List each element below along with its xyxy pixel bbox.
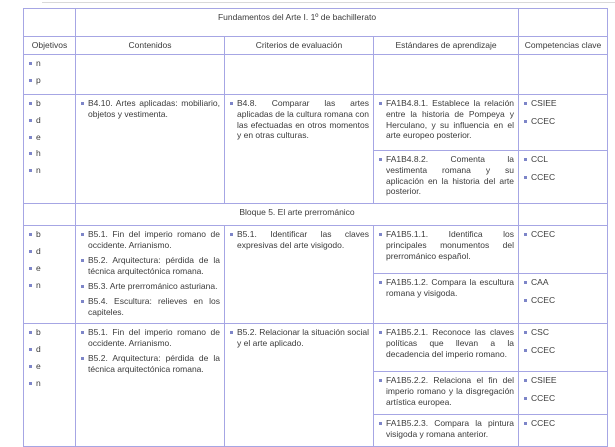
estandar-text: FA1B5.1.2. Compara la escultura romana y visigoda. bbox=[386, 277, 515, 299]
competencia-code: CCEC bbox=[531, 345, 556, 356]
list-item bbox=[28, 263, 71, 274]
list-item bbox=[28, 132, 71, 143]
contenido-text: B5.2. Arquitectura: pérdida de la técnica arquitectónica romana. bbox=[88, 255, 220, 276]
competencias-cell bbox=[519, 226, 608, 274]
criterios-cell bbox=[225, 226, 374, 324]
criterio-text: B4.8. Comparar las artes aplicadas de la cultura romana con las efectuadas en otros momentos y en otras culturas. bbox=[237, 97, 369, 141]
competencia-code: CAA bbox=[531, 277, 549, 288]
criterios-cell-empty bbox=[225, 55, 374, 95]
bullet-icon bbox=[379, 158, 382, 161]
col-header-criterios: Criterios de evaluación bbox=[225, 37, 374, 55]
objetivo-letter: e bbox=[36, 263, 41, 273]
contenidos-cell bbox=[76, 226, 225, 324]
objetivos-cell bbox=[24, 226, 76, 324]
list-item bbox=[523, 172, 603, 183]
estandar-cell bbox=[374, 226, 519, 274]
objetivo-letter: d bbox=[36, 114, 41, 125]
competencia-code: CCEC bbox=[531, 393, 556, 404]
competencia-code: CSIEE bbox=[531, 375, 557, 386]
competencia-code: CSC bbox=[531, 327, 549, 338]
title-right-spacer-cell bbox=[519, 9, 608, 37]
list-item bbox=[523, 327, 603, 338]
list-item bbox=[378, 418, 514, 440]
estandar-text: FA1B5.2.1. Reconoce las claves políticas que llevan a la decadencia del imperio romano. bbox=[386, 327, 515, 360]
estandar-cell bbox=[374, 324, 519, 372]
bullet-icon bbox=[81, 102, 84, 105]
competencias-cell bbox=[519, 94, 608, 150]
bullet-icon bbox=[524, 102, 527, 105]
list-item bbox=[523, 98, 603, 109]
objetivo-letter: b bbox=[36, 229, 41, 240]
bullet-icon bbox=[29, 136, 32, 139]
bullet-icon bbox=[29, 382, 32, 385]
list-item bbox=[80, 229, 220, 251]
list-item bbox=[523, 116, 603, 127]
list-item bbox=[28, 378, 71, 389]
bullet-icon bbox=[524, 120, 527, 123]
list-item bbox=[28, 361, 71, 372]
objetivo-letter: e bbox=[36, 131, 41, 142]
bullet-icon bbox=[524, 299, 527, 302]
estandar-cell bbox=[374, 274, 519, 324]
list-item bbox=[28, 165, 71, 176]
estandar-cell bbox=[374, 150, 519, 204]
bullet-icon bbox=[230, 102, 233, 105]
estandar-text: FA1B5.1.1. Identifica los principales monumentos del prerrománico español. bbox=[386, 229, 515, 261]
list-item bbox=[378, 327, 514, 360]
list-item bbox=[523, 229, 603, 240]
list-item bbox=[28, 98, 71, 109]
contenido-text: B5.4. Escultura: relieves en los capiteles. bbox=[88, 295, 220, 317]
contenidos-cell bbox=[76, 324, 225, 447]
bullet-icon bbox=[524, 158, 527, 161]
bullet-icon bbox=[29, 348, 32, 351]
bullet-icon bbox=[524, 379, 527, 382]
bullet-icon bbox=[379, 102, 382, 105]
objetivo-letter: n bbox=[36, 165, 41, 176]
list-item bbox=[378, 98, 514, 142]
criterio-text: B5.1. Identificar las claves expresivas del arte visigodo. bbox=[237, 229, 369, 251]
list-item bbox=[523, 295, 603, 306]
list-item bbox=[523, 277, 603, 288]
criterio-text: B5.2. Relacionar la situación social y el arte aplicado. bbox=[237, 327, 369, 349]
objetivo-letter: p bbox=[36, 74, 41, 85]
list-item bbox=[28, 148, 71, 159]
competencia-code: CCEC bbox=[531, 418, 556, 429]
objetivos-cell bbox=[24, 94, 76, 204]
contenido-text: B5.1. Fin del imperio romano de occidente. Arrianismo. bbox=[88, 327, 220, 349]
estandar-cell bbox=[374, 372, 519, 415]
col-header-estandares: Estándares de aprendizaje bbox=[374, 37, 519, 55]
bullet-icon bbox=[230, 331, 233, 334]
list-item bbox=[28, 344, 71, 355]
bullet-icon bbox=[29, 267, 32, 270]
objetivo-letter: n bbox=[36, 58, 41, 68]
list-item bbox=[523, 375, 603, 386]
competencias-cell bbox=[519, 324, 608, 372]
bullet-icon bbox=[29, 79, 32, 82]
contenidos-cell-empty bbox=[76, 55, 225, 95]
bullet-icon bbox=[29, 250, 32, 253]
list-item bbox=[28, 229, 71, 240]
bullet-icon bbox=[379, 281, 382, 284]
bullet-icon bbox=[524, 281, 527, 284]
competencia-code: CCEC bbox=[531, 115, 556, 126]
criterios-cell bbox=[225, 94, 374, 204]
bullet-icon bbox=[29, 169, 32, 172]
bullet-icon bbox=[29, 62, 32, 65]
contenido-text: B4.10. Artes aplicadas: mobiliario, objetos y vestimenta. bbox=[88, 97, 220, 119]
bullet-icon bbox=[379, 379, 382, 382]
bullet-icon bbox=[524, 233, 527, 236]
estandar-cell bbox=[374, 415, 519, 447]
competencia-code: CCEC bbox=[531, 229, 556, 240]
bullet-icon bbox=[379, 233, 382, 236]
bullet-icon bbox=[81, 331, 84, 334]
bullet-icon bbox=[29, 284, 32, 287]
curriculum-table bbox=[23, 8, 608, 447]
list-item bbox=[80, 296, 220, 318]
competencia-code: CCL bbox=[531, 153, 549, 164]
bloque-title: Bloque 5. El arte prerrománico bbox=[76, 204, 519, 226]
list-item bbox=[523, 393, 603, 404]
list-item bbox=[28, 58, 71, 69]
col-header-objetivos: Objetivos bbox=[24, 37, 76, 55]
competencias-cell bbox=[519, 150, 608, 204]
bullet-icon bbox=[524, 176, 527, 179]
list-item bbox=[80, 327, 220, 349]
list-item bbox=[229, 327, 369, 349]
objetivo-letter: d bbox=[36, 344, 41, 355]
table-title: Fundamentos del Arte I. 1º de bachillerato bbox=[76, 9, 519, 37]
bullet-icon bbox=[524, 397, 527, 400]
bullet-icon bbox=[81, 357, 84, 360]
page-edge-line bbox=[42, 2, 615, 3]
bullet-icon bbox=[81, 285, 84, 288]
competencia-code: CCEC bbox=[531, 171, 556, 182]
bullet-icon bbox=[81, 233, 84, 236]
list-item bbox=[229, 229, 369, 251]
competencias-cell bbox=[519, 274, 608, 324]
competencias-cell bbox=[519, 415, 608, 447]
contenidos-cell bbox=[76, 94, 225, 204]
objetivo-letter: n bbox=[36, 378, 41, 388]
list-item bbox=[378, 229, 514, 262]
competencias-cell-empty bbox=[519, 55, 608, 95]
objetivo-letter: d bbox=[36, 246, 41, 257]
objetivo-letter: n bbox=[36, 279, 41, 290]
bloque-left-spacer-cell bbox=[24, 204, 76, 226]
list-item bbox=[378, 375, 514, 408]
bullet-icon bbox=[379, 422, 382, 425]
objetivo-letter: h bbox=[36, 148, 41, 159]
competencia-code: CCEC bbox=[531, 295, 556, 306]
objetivos-cell bbox=[24, 55, 76, 95]
list-item bbox=[80, 281, 220, 292]
col-header-competencias: Competencias clave bbox=[519, 37, 608, 55]
title-left-spacer-cell bbox=[24, 9, 76, 37]
bullet-icon bbox=[524, 349, 527, 352]
bullet-icon bbox=[29, 233, 32, 236]
list-item bbox=[378, 277, 514, 299]
estandar-text: FA1B4.8.2. Comenta la vestimenta romana y su aplicación en la historia del arte posterior. bbox=[386, 153, 515, 197]
estandar-text: FA1B5.2.3. Compara la pintura visigoda y romana anterior. bbox=[386, 418, 515, 440]
list-item bbox=[523, 154, 603, 165]
col-header-contenidos: Contenidos bbox=[76, 37, 225, 55]
list-item bbox=[80, 255, 220, 277]
estandar-cell bbox=[374, 94, 519, 150]
contenido-text: B5.1. Fin del imperio romano de occidente. Arrianismo. bbox=[88, 229, 220, 251]
estandar-text: FA1B5.2.2. Relaciona el fin del imperio romano y la disgregación artística europea. bbox=[386, 375, 515, 408]
criterios-cell bbox=[225, 324, 374, 447]
bullet-icon bbox=[29, 102, 32, 105]
bullet-icon bbox=[29, 331, 32, 334]
bullet-icon bbox=[524, 331, 527, 334]
objetivo-letter: b bbox=[36, 327, 41, 338]
bullet-icon bbox=[524, 422, 527, 425]
bullet-icon bbox=[81, 259, 84, 262]
bullet-icon bbox=[81, 300, 84, 303]
competencias-cell bbox=[519, 372, 608, 415]
list-item bbox=[523, 345, 603, 356]
list-item bbox=[28, 327, 71, 338]
list-item bbox=[80, 353, 220, 375]
objetivo-letter: e bbox=[36, 361, 41, 372]
list-item bbox=[378, 154, 514, 198]
list-item bbox=[28, 246, 71, 257]
list-item bbox=[28, 115, 71, 126]
contenido-text: B5.3. Arte prerrománico asturiana. bbox=[88, 280, 218, 291]
list-item bbox=[523, 418, 603, 429]
bullet-icon bbox=[379, 331, 382, 334]
list-item bbox=[28, 280, 71, 291]
estandar-text: FA1B4.8.1. Establece la relación entre la historia de Pompeya y Herculano, y su influencia en el arte europeo posterior. bbox=[386, 97, 515, 141]
bullet-icon bbox=[29, 152, 32, 155]
competencia-code: CSIEE bbox=[531, 97, 557, 108]
bullet-icon bbox=[29, 119, 32, 122]
list-item bbox=[229, 98, 369, 142]
bloque-right-spacer-cell bbox=[519, 204, 608, 226]
bullet-icon bbox=[230, 233, 233, 236]
bullet-icon bbox=[29, 365, 32, 368]
contenido-text: B5.2. Arquitectura: pérdida de la técnica arquitectónica romana. bbox=[88, 353, 220, 374]
objetivo-letter: b bbox=[36, 97, 41, 108]
estandares-cell-empty bbox=[374, 55, 519, 95]
list-item bbox=[28, 75, 71, 86]
list-item bbox=[80, 98, 220, 120]
objetivos-cell bbox=[24, 324, 76, 447]
